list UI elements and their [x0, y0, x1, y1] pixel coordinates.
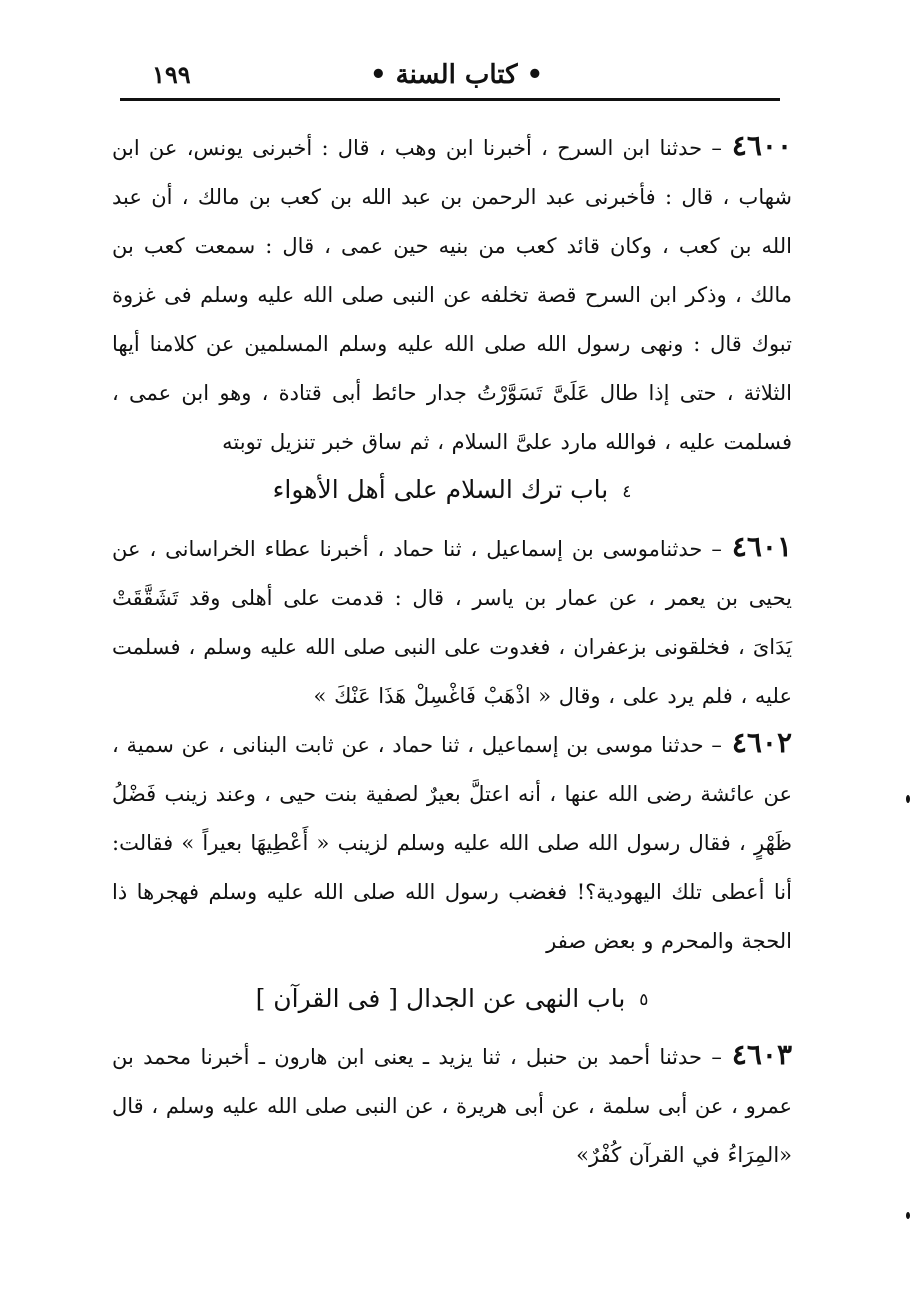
hadith-number: ٤٦٠١: [731, 529, 792, 563]
hadith-number: ٤٦٠٢: [731, 725, 792, 759]
running-title: • كتاب السنة •: [370, 60, 544, 90]
hadith-text: – حدثناموسى بن إسماعيل ، ثنا حماد ، أخبرنا عطاء الخراسانى ، عن يحيى بن يعمر ، عن عمار بن ياسر ، قال : قدمت على أهلى وقد تَشَقَّقَتْ يَدَاىَ ، فخلقونى بزعفران ، فغدوت على النبى صلى الله عليه وسلم ، فسلمت عليه ، فلم يرد على ، وقال « اذْهَبْ فَاغْسِلْ هَذَا عَنْكَ »: [112, 536, 792, 708]
hadith-text: – حدثنا أحمد بن حنبل ، ثنا يزيد ـ يعنى ابن هارون ـ أخبرنا محمد بن عمرو ، عن أبى سلمة ، عن أبى هريرة ، عن النبى صلى الله عليه وسلم ، قال «المِرَاءُ في القرآن كُفْرٌ»: [112, 1045, 792, 1167]
chapter-number: ٥: [639, 990, 649, 1010]
chapter-heading: [112, 978, 792, 1022]
hadith-entry: [112, 525, 792, 721]
hadith-entry: [112, 1033, 792, 1180]
header-rule: [120, 98, 780, 101]
page-header: [120, 52, 780, 98]
ink-speck: [906, 795, 910, 803]
hadith-number: ٤٦٠٣: [731, 1038, 792, 1071]
page-body: [112, 124, 792, 1180]
hadith-entry: [112, 124, 792, 467]
hadith-entry: [112, 721, 792, 966]
chapter-number: ٤: [622, 481, 632, 502]
chapter-heading: [112, 469, 792, 513]
hadith-text: – حدثنا موسى بن إسماعيل ، ثنا حماد ، عن ثابت البنانى ، عن سمية ، عن عائشة رضى الله عنها ، أنه اعتلَّ بعيرٌ لصفية بنت حيى ، وعند زينب فَضْلُ ظَهْرٍ ، فقال رسول الله صلى الله عليه وسلم لزينب « أَعْطِيهَا بعيراً » فقالت: أنا أعطى تلك اليهودية؟! فغضب رسول الله صلى الله عليه وسلم فهجرها ذا الحجة والمحرم و بعض صفر: [112, 732, 792, 953]
section-gap: [112, 966, 792, 976]
hadith-text: – حدثنا ابن السرح ، أخبرنا ابن وهب ، قال : أخبرنى يونس، عن ابن شهاب ، قال : فأخبرنى عبد الرحمن بن عبد الله بن كعب بن مالك ، أن عبد الله بن كعب ، وكان قائد كعب من بنيه حين عمى ، قال : سمعت كعب بن مالك ، وذكر ابن السرح قصة تخلفه عن النبى صلى الله عليه وسلم فى غزوة تبوك قال : ونهى رسول الله صلى الله عليه وسلم المسلمين عن كلامنا أيها الثلاثة ، حتى إذا طال عَلَىَّ تَسَوَّرْتُ جدار حائط أبى قتادة ، وهو ابن عمى ، فسلمت عليه ، فوالله مارد علىَّ السلام ، ثم ساق خبر تنزيل توبته: [112, 136, 792, 454]
page-number: ١٩٩: [152, 60, 191, 89]
hadith-number: ٤٦٠٠: [731, 129, 792, 162]
ink-speck: [906, 1212, 910, 1219]
chapter-title: باب النهى عن الجدال [ فى القرآن ]: [255, 983, 626, 1013]
chapter-title: باب ترك السلام على أهل الأهواء: [272, 475, 609, 504]
